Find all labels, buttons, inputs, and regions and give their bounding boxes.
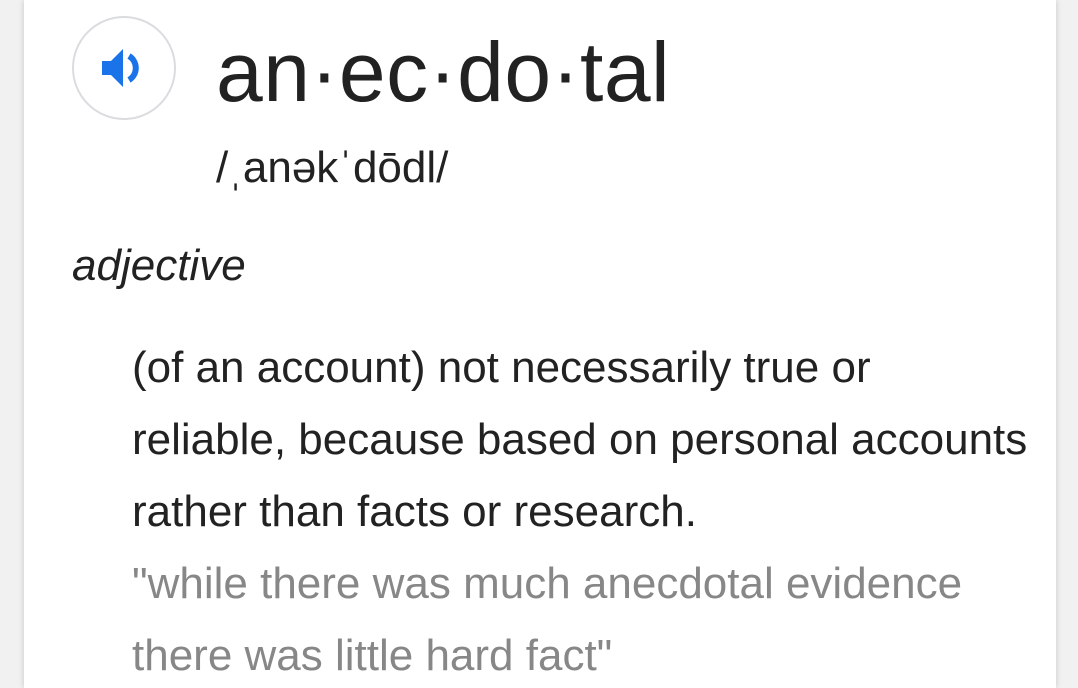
definition-text: (of an account) not necessarily true or reliable, because based on personal accounts rather than facts or research. <box>132 343 1028 536</box>
dictionary-card <box>24 0 1056 688</box>
example-sentence: "while there was much anecdotal evidence there was little hard fact" <box>132 559 963 680</box>
speaker-icon <box>98 42 150 94</box>
pronunciation-audio-button[interactable] <box>72 16 176 120</box>
part-of-speech: adjective <box>72 241 246 290</box>
phonetic-transcription: /ˌanəkˈdōdl/ <box>216 143 449 192</box>
headword: an·ec·do·tal <box>216 25 671 119</box>
